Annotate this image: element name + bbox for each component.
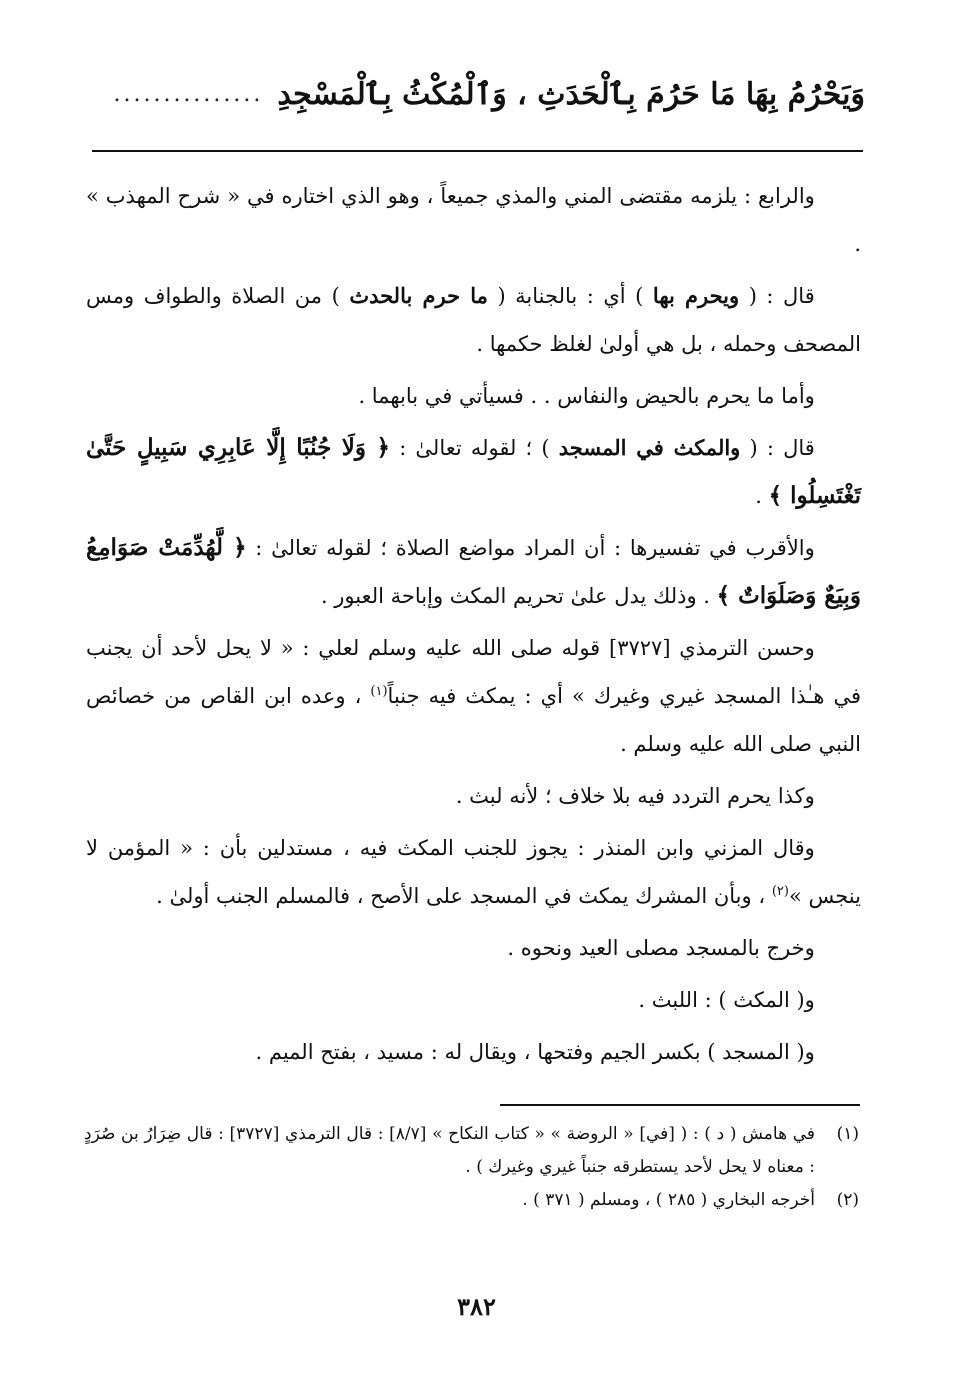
p2-text-a: قال : (	[748, 284, 815, 308]
footnote-ref-2[interactable]: (٢)	[771, 884, 789, 899]
footnote-text: أخرجه البخاري ( ٢٨٥ ) ، ومسلم ( ٣٧١ ) .	[522, 1190, 815, 1210]
paragraph-10: و( المكث ) : اللبث .	[638, 988, 815, 1012]
main-text	[86, 172, 861, 1080]
p5-text-b: . وذلك يدل علىٰ تحريم المكث وإباحة العبور .	[320, 584, 710, 608]
p4-text-a: قال : (	[749, 436, 815, 460]
paragraph-1: والرابع : يلزمه مقتضى المني والمذي جميعاً ، وهو الذي اختاره في « شرح المهذب » .	[86, 184, 861, 256]
paragraph-11: و( المسجد ) بكسر الجيم وفتحها ، ويقال له : مسيد ، بفتح الميم .	[255, 1040, 815, 1064]
p2-quote-2: ما حرم بالحدث	[349, 283, 488, 308]
page-number: ٣٨٢	[457, 1292, 496, 1321]
p2-text-c: ) أي : بالجنابة (	[497, 284, 644, 308]
footnote-number: (٢)	[836, 1190, 859, 1210]
footnote-1	[84, 1118, 859, 1184]
p4-text-c: ) ؛ لقوله تعالىٰ :	[399, 436, 550, 460]
paragraph-9: وخرج بالمسجد مصلى العيد ونحوه .	[507, 936, 815, 960]
footnote-2	[84, 1184, 859, 1217]
paragraph-6	[86, 624, 861, 768]
header-divider	[92, 150, 863, 152]
p4-text-d: .	[755, 484, 762, 508]
header-title: وَيَحْرُمُ بِهَا مَا حَرُمَ بِٱلْحَدَثِ ، وَٱلْمُكْثُ بِٱلْمَسْجِدِ	[277, 76, 865, 112]
p4-quran-verse: ﴿ وَلَا جُنُبًا إِلَّا عَابِرِي سَبِيلٍ حَتَّىٰ تَغْتَسِلُوا ﴾	[86, 434, 861, 509]
paragraph-4	[86, 424, 861, 520]
p8-text-a: وقال المزني وابن المنذر : يجوز للجنب المكث فيه ، مستدلين بأن : « المؤمن لا ينجس »	[86, 836, 861, 908]
footnote-divider	[500, 1104, 860, 1106]
p6-text-b: ، وعده ابن القاص من خصائص النبي صلى الله عليه وسلم .	[86, 684, 861, 756]
p2-quote-1: ويحرم بها	[652, 283, 740, 308]
p8-text-b: ، وبأن المشرك يمكث في المسجد على الأصح ، فالمسلم الجنب أولىٰ .	[156, 884, 766, 908]
p5-quran-verse: ﴿ لَّهُدِّمَتْ صَوَامِعُ وَبِيَعٌ وَصَلَوَاتٌ ﴾	[86, 534, 861, 609]
p4-quote: والمكث في المسجد	[558, 435, 741, 460]
paragraph-3: وأما ما يحرم بالحيض والنفاس . . فسيأتي في بابهما .	[358, 384, 815, 408]
paragraph-7: وكذا يحرم التردد فيه بلا خلاف ؛ لأنه لبث .	[455, 784, 815, 808]
footnotes	[84, 1118, 859, 1217]
p5-text-a: والأقرب في تفسيرها : أن المراد مواضع الصلاة ؛ لقوله تعالىٰ :	[255, 536, 815, 560]
header-dots: ...............	[113, 81, 264, 107]
footnote-text: في هامش ( د ) : ( [في] « الروضة » « كتاب النكاح » [٨/٧] : قال الترمذي [٣٧٢٧] : قال ضِرَارُ بن صُرَدٍ : معناه لا يحل لأحد يستطرقه جنباً غيري وغيرك ) .	[84, 1124, 816, 1177]
footnote-ref-1[interactable]: (١)	[370, 684, 388, 699]
p2-text-e: ) من الصلاة والطواف ومس المصحف وحمله ، بل هي أولىٰ لغلظ حكمها .	[86, 284, 861, 356]
paragraph-5	[86, 524, 861, 620]
p6-text-a: وحسن الترمذي [٣٧٢٧] قوله صلى الله عليه وسلم لعلي : « لا يحل لأحد أن يجنب في هـٰذا المسجد غيري وغيرك » أي : يمكث فيه جنباً	[86, 636, 861, 708]
footnote-number: (١)	[836, 1124, 859, 1144]
paragraph-2	[86, 272, 861, 368]
running-header	[90, 62, 865, 126]
paragraph-8	[86, 824, 861, 920]
